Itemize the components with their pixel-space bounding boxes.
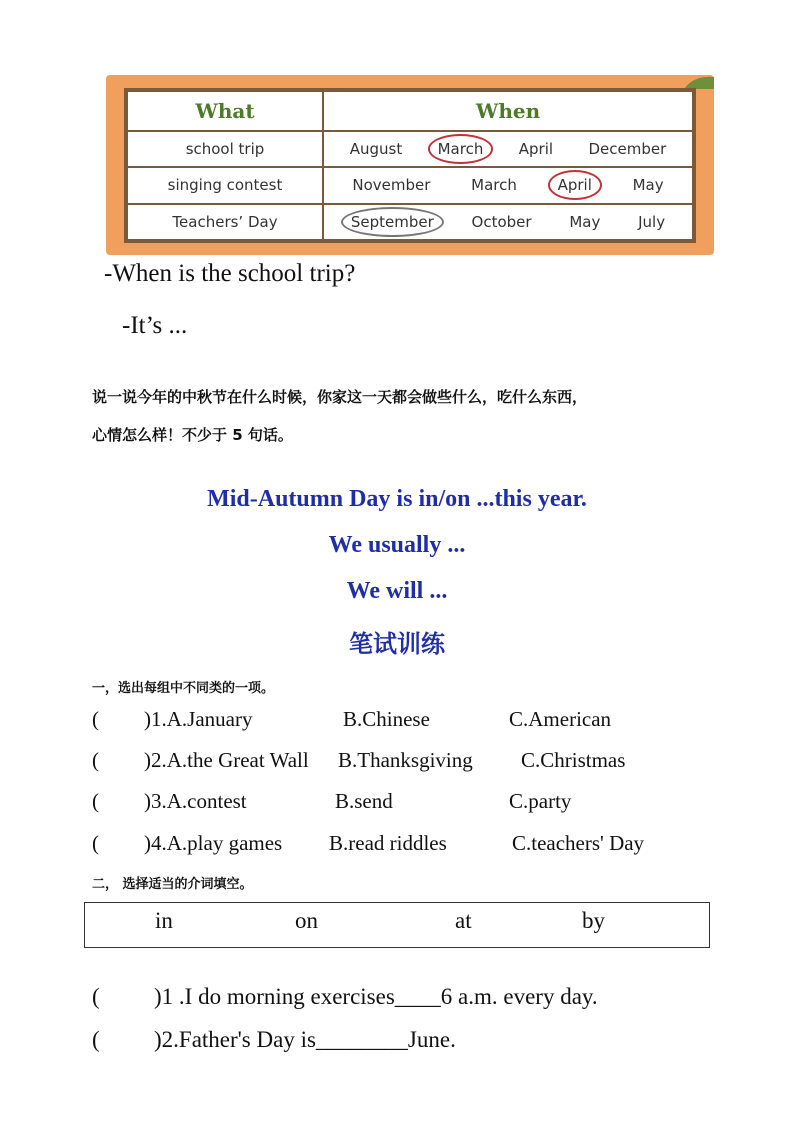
table-row	[127, 204, 693, 240]
word-option: on	[295, 908, 318, 933]
option-a: )4.A.play games	[144, 831, 283, 855]
month-option: April	[518, 140, 554, 159]
what-cell: school trip	[127, 131, 323, 167]
option-b: B.read riddles	[329, 831, 447, 855]
sentence-frame-1: Mid-Autumn Day is in/on ...this year.	[207, 486, 587, 512]
option-b: B.send	[335, 789, 393, 813]
question-row	[92, 831, 712, 859]
option-c: C.Christmas	[521, 748, 626, 772]
section-heading: 笔试训练	[349, 630, 445, 658]
option-a: )1.A.January	[144, 707, 253, 731]
option-c: C.American	[509, 707, 612, 731]
fill-blank-sentence: )1 .I do morning exercises____6 a.m. every day.	[154, 984, 598, 1009]
table-row	[127, 131, 693, 167]
option-a: )2.A.the Great Wall	[144, 748, 309, 772]
section2-title: 二， 选择适当的介词填空。	[92, 877, 253, 892]
prompt-line-2: 心情怎么样！不少于 5 句话。	[92, 426, 293, 444]
question-row	[92, 707, 712, 735]
what-cell: Teachers’ Day	[127, 204, 323, 240]
answer-paren[interactable]: (	[92, 1027, 100, 1052]
sentence-frame-3: We will ...	[346, 578, 448, 604]
what-cell: singing contest	[127, 167, 323, 203]
fill-blank-sentence: )2.Father's Day is________June.	[154, 1027, 456, 1052]
leaf-decoration-icon	[684, 75, 714, 89]
circled-month: March	[428, 134, 494, 164]
option-c: C.teachers' Day	[512, 831, 645, 855]
month-option: July	[638, 212, 666, 231]
option-b: B.Chinese	[343, 707, 430, 731]
circled-month: April	[548, 170, 602, 200]
question-row	[92, 789, 712, 817]
option-c: C.party	[509, 789, 572, 813]
table-row	[127, 167, 693, 203]
activity-table	[124, 88, 696, 243]
answer-paren[interactable]: (	[92, 831, 99, 855]
month-option: May	[632, 176, 664, 195]
header-when: When	[323, 91, 693, 131]
when-cell	[323, 204, 693, 240]
word-bank	[84, 902, 710, 948]
when-cell	[323, 131, 693, 167]
when-cell	[323, 167, 693, 203]
dialogue-answer: -It’s ...	[122, 312, 188, 339]
answer-paren[interactable]: (	[92, 789, 99, 813]
word-option: by	[582, 908, 605, 933]
sentence-frame-2: We usually ...	[328, 532, 466, 558]
month-option: November	[352, 176, 431, 195]
month-option: October	[471, 212, 532, 231]
month-option: August	[349, 140, 403, 159]
circled-month: September	[341, 207, 444, 237]
prompt-line-1: 说一说今年的中秋节在什么时候，你家这一天都会做些什么，吃什么东西，	[92, 388, 588, 406]
question-row	[92, 748, 712, 776]
answer-paren[interactable]: (	[92, 984, 100, 1009]
option-a: )3.A.contest	[144, 789, 247, 813]
answer-paren[interactable]: (	[92, 707, 99, 731]
word-option: in	[155, 908, 173, 933]
word-option: at	[455, 908, 472, 933]
header-what: What	[127, 91, 323, 131]
option-b: B.Thanksgiving	[338, 748, 473, 772]
month-option: May	[569, 212, 601, 231]
section1-title: 一，选出每组中不同类的一项。	[92, 681, 275, 696]
dialogue-question: -When is the school trip?	[104, 260, 356, 287]
answer-paren[interactable]: (	[92, 748, 99, 772]
month-option: December	[588, 140, 667, 159]
month-option: March	[471, 176, 517, 195]
